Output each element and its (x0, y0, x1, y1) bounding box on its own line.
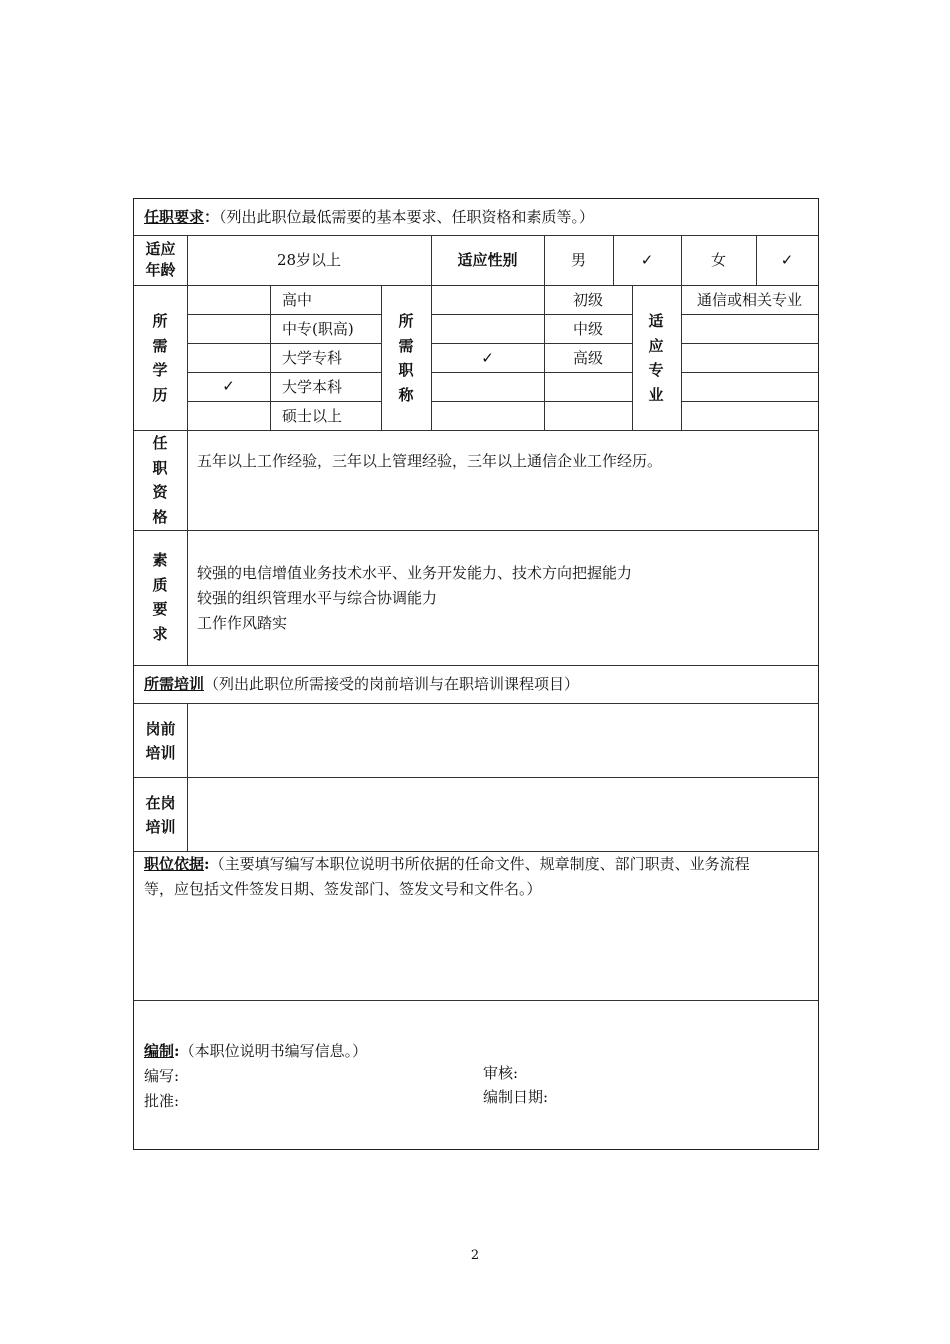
reviewer-label: 审核: (483, 1064, 519, 1082)
row-divider (134, 285, 818, 286)
title-level: 高级 (572, 349, 603, 367)
title-check-senior: ✓ (481, 349, 494, 367)
row-divider (431, 401, 632, 402)
education-level: 中专(职高) (282, 320, 354, 338)
compile-heading-note: （本职位说明书编写信息。） (179, 1042, 368, 1060)
basis-line1 (144, 852, 814, 877)
row-divider (431, 314, 632, 315)
education-level: 大学专科 (282, 349, 343, 367)
job-description-form (133, 198, 819, 1150)
column-divider (632, 285, 633, 430)
quality-line: 较强的组织管理水平与综合协调能力 (197, 589, 438, 607)
compile-heading-colon: : (174, 1042, 180, 1060)
education-level: 高中 (282, 291, 313, 309)
basis-section (144, 852, 814, 902)
approver-label: 批准: (144, 1092, 180, 1110)
qualification-label-char: 格 (152, 507, 168, 526)
qualification-label-char: 职 (152, 458, 168, 477)
writer-label: 编写: (144, 1067, 180, 1085)
training-heading-label: 所需培训 (144, 675, 205, 693)
on-job-training-line2: 培训 (145, 818, 176, 836)
basis-text-line2: 等，应包括文件签发日期、签发部门、签发文号和文件名。） (144, 880, 542, 898)
gender-male: 男 (570, 251, 586, 269)
qualification-label (150, 431, 170, 529)
age-label-line1: 适应 (145, 240, 176, 258)
requirements-heading (144, 207, 594, 227)
requirements-heading-label: 任职要求 (144, 208, 205, 226)
row-divider (134, 1000, 818, 1001)
quality-text (197, 561, 632, 636)
title-level: 初级 (572, 291, 603, 309)
pre-job-training-line2: 培训 (145, 744, 176, 762)
gender-label: 适应性别 (457, 251, 518, 269)
qualification-label-char: 资 (152, 483, 168, 501)
quality-label-char: 素 (152, 551, 168, 569)
row-divider (681, 314, 818, 315)
age-value: 28岁以上 (276, 251, 342, 269)
quality-line: 工作作风踏实 (197, 614, 288, 632)
title-label-char: 所 (398, 312, 414, 330)
age-label-line2: 年龄 (145, 261, 176, 279)
pre-job-training-line1: 岗前 (145, 720, 176, 738)
qualification-label-char: 任 (152, 434, 168, 452)
title-label-char: 职 (398, 361, 414, 379)
quality-line: 较强的电信增值业务技术水平、业务开发能力、技术方向把握能力 (197, 564, 633, 582)
qualification-text: 五年以上工作经验，三年以上管理经验，三年以上通信企业工作经历。 (197, 452, 663, 470)
title-level: 中级 (572, 320, 603, 338)
column-divider (187, 703, 188, 851)
row-divider (431, 372, 632, 373)
page-number: 2 (470, 1248, 480, 1263)
row-divider (187, 372, 381, 373)
row-divider (681, 401, 818, 402)
education-level: 大学本科 (282, 378, 343, 396)
major-value: 通信或相关专业 (696, 291, 802, 309)
date-label: 编制日期: (483, 1088, 549, 1106)
education-check-bachelor: ✓ (222, 377, 235, 395)
age-label (134, 239, 187, 281)
basis-heading-label: 职位依据 (144, 855, 205, 873)
education-label (150, 309, 170, 407)
education-level: 硕士以上 (282, 407, 343, 425)
column-divider (187, 430, 188, 665)
column-divider (270, 285, 271, 430)
row-divider (134, 530, 818, 531)
gender-male-check: ✓ (640, 251, 654, 269)
row-divider (134, 665, 818, 666)
education-label-char: 需 (152, 336, 168, 355)
row-divider (681, 343, 818, 344)
quality-label-char: 质 (152, 575, 168, 594)
row-divider (134, 430, 818, 431)
pre-job-training-label (134, 717, 187, 765)
major-label (646, 309, 666, 407)
education-label-char: 历 (152, 385, 168, 404)
basis-heading-colon: : (204, 855, 210, 873)
row-divider (681, 372, 818, 373)
row-divider (134, 777, 818, 778)
compile-heading (144, 1041, 367, 1061)
title-label-char: 需 (398, 336, 414, 355)
title-label (396, 309, 416, 407)
major-label-char: 业 (648, 385, 664, 404)
quality-label (150, 548, 170, 646)
gender-female: 女 (710, 251, 726, 269)
row-divider (431, 343, 632, 344)
row-divider (187, 401, 381, 402)
compile-heading-label: 编制 (144, 1042, 175, 1060)
requirements-heading-note: （列出此职位最低需要的基本要求、任职资格和素质等。） (219, 208, 595, 226)
basis-text-line1: （主要填写编写本职位说明书所依据的任命文件、规章制度、部门职责、业务流程 (209, 855, 750, 873)
training-heading (144, 674, 579, 694)
major-label-char: 适 (648, 312, 664, 330)
column-divider (187, 285, 188, 430)
on-job-training-line1: 在岗 (145, 794, 176, 812)
title-label-char: 称 (398, 385, 414, 404)
gender-female-check: ✓ (780, 251, 794, 269)
row-divider (134, 235, 818, 236)
education-label-char: 学 (152, 361, 168, 379)
column-divider (381, 285, 382, 430)
quality-label-char: 要 (152, 600, 168, 618)
major-label-char: 应 (648, 336, 664, 355)
training-heading-note: （列出此职位所需接受的岗前培训与在职培训课程项目） (204, 675, 580, 693)
row-divider (187, 314, 381, 315)
education-label-char: 所 (152, 312, 168, 330)
row-divider (187, 343, 381, 344)
on-job-training-label (134, 791, 187, 839)
major-label-char: 专 (648, 361, 664, 379)
requirements-heading-colon: ： (204, 208, 220, 226)
row-divider (134, 703, 818, 704)
quality-label-char: 求 (152, 624, 168, 643)
